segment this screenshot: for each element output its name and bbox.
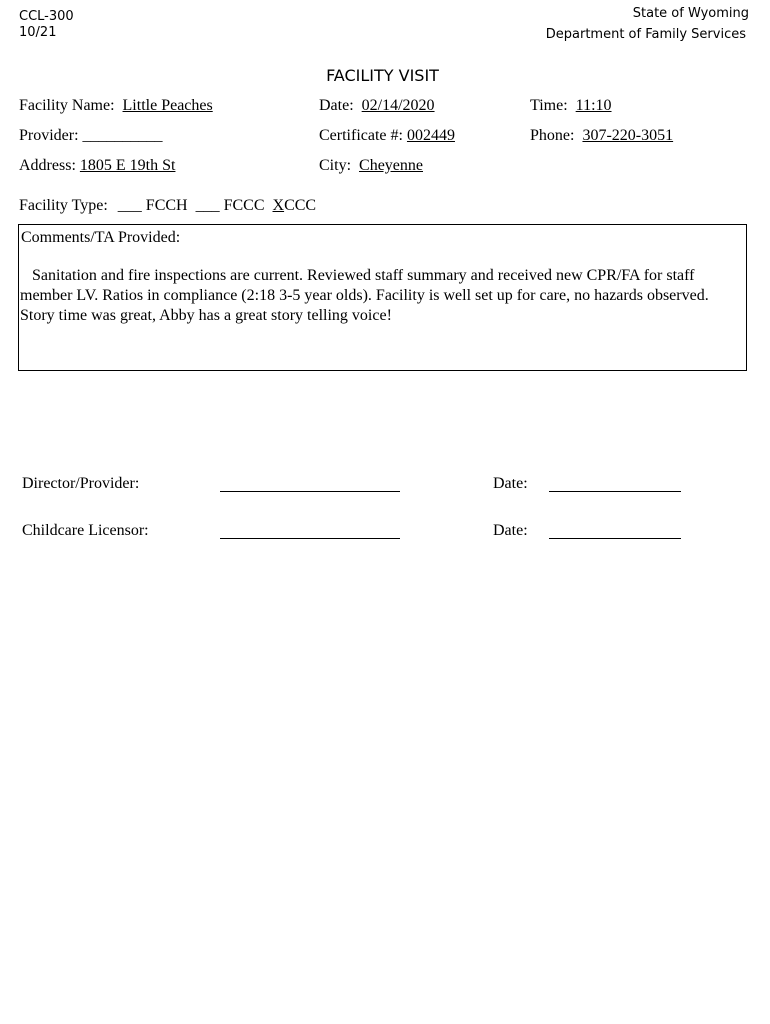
facility-type-mark-fcch: ___ <box>117 197 142 214</box>
certificate-label: Certificate #: <box>319 127 403 144</box>
address-label: Address: <box>19 157 76 174</box>
facility-type-field <box>19 196 316 216</box>
city-label: City: <box>319 157 352 174</box>
facility-name-value: Little Peaches <box>122 97 213 114</box>
licensor-signature-line <box>220 538 400 539</box>
visit-time-field <box>530 96 612 116</box>
phone-label: Phone: <box>530 127 575 144</box>
facility-type-label: Facility Type: <box>19 197 108 214</box>
director-date-line <box>549 491 681 492</box>
phone-value: 307-220-3051 <box>582 127 674 144</box>
form-code: CCL-300 <box>19 9 74 24</box>
visit-date-value: 02/14/2020 <box>361 97 435 114</box>
comments-label: Comments/TA Provided: <box>21 229 181 246</box>
provider-label: Provider: <box>19 127 79 144</box>
facility-name-field <box>19 96 213 116</box>
licensor-date-line <box>549 538 681 539</box>
facility-type-option-fccc: FCCC <box>223 197 265 214</box>
certificate-value: 002449 <box>406 127 455 144</box>
visit-time-label: Time: <box>530 97 568 114</box>
state-name: State of Wyoming <box>632 6 749 21</box>
visit-date-field <box>319 96 435 116</box>
page-title: FACILITY VISIT <box>326 66 439 85</box>
facility-type-mark-ccc: X <box>272 197 285 214</box>
visit-date-label: Date: <box>319 97 354 114</box>
form-revision-date: 10/21 <box>19 25 57 40</box>
director-signature-label: Director/Provider: <box>22 475 140 492</box>
licensor-signature-label: Childcare Licensor: <box>22 522 149 539</box>
city-value: Cheyenne <box>359 157 423 174</box>
facility-type-option-fcch: FCCH <box>145 197 188 214</box>
city-field <box>319 156 423 176</box>
visit-time-value: 11:10 <box>575 97 612 114</box>
department-name: Department of Family Services <box>545 27 746 42</box>
facility-type-mark-fccc: ___ <box>195 197 220 214</box>
address-field <box>19 156 175 176</box>
certificate-field <box>319 126 455 146</box>
phone-field <box>530 126 673 146</box>
provider-field <box>19 126 163 146</box>
facility-name-label: Facility Name: <box>19 97 115 114</box>
comments-text: Sanitation and fire inspections are current. Reviewed staff summary and received new CPR/FA for staff member LV. Ratios in compliance (2:18 3-5 year olds). Facility is well set up for care, no hazards observed. Story time was great, Abby has a great story telling voice! <box>20 267 709 324</box>
provider-value: __________ <box>82 127 163 144</box>
director-date-label: Date: <box>493 475 528 492</box>
facility-type-option-ccc: CCC <box>284 197 317 214</box>
licensor-date-label: Date: <box>493 522 528 539</box>
address-value: 1805 E 19th St <box>79 157 176 174</box>
director-signature-line <box>220 491 400 492</box>
comments-box <box>18 224 747 371</box>
